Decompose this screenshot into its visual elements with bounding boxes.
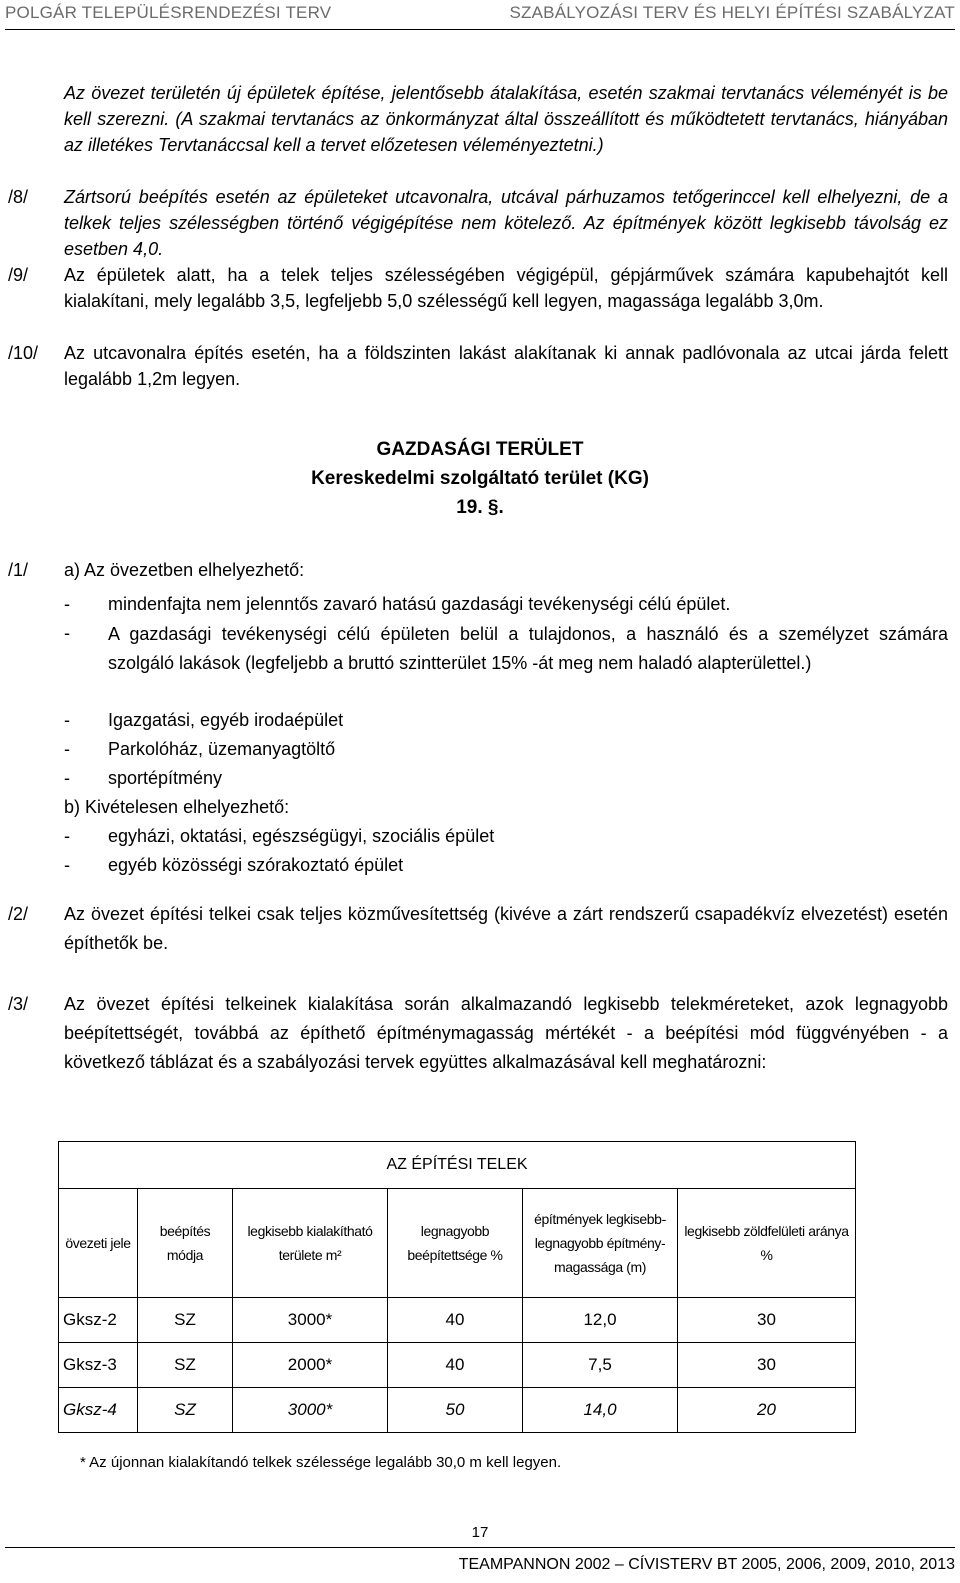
building-plot-table xyxy=(58,1141,856,1433)
table-cell: 40 xyxy=(388,1343,523,1388)
item-9-number: /9/ xyxy=(8,265,29,285)
table-cell: Gksz-4 xyxy=(59,1388,138,1433)
table-cell: 7,5 xyxy=(523,1343,678,1388)
list-dash: - xyxy=(64,739,70,759)
table-cell: 2000* xyxy=(233,1343,388,1388)
table-row xyxy=(59,1298,856,1343)
header-left-title: POLGÁR TELEPÜLÉSRENDEZÉSI TERV xyxy=(5,3,332,22)
item-8-text: Zártsorú beépítés esetén az épületeket utcavonalra, utcával párhuzamos tetőgerinccel kell elhelyezni, de a telkek teljes szélességben történő végigépítése nem kötelező. Az építmények között legkisebb távolság ez esetben 4,0. xyxy=(64,187,948,259)
list-dash: - xyxy=(64,826,70,846)
column-header: legkisebb kialakítható területe m² xyxy=(233,1189,388,1298)
list-dash: - xyxy=(64,768,70,788)
list-item: Igazgatási, egyéb irodaépület xyxy=(108,710,344,730)
footer-text: TEAMPANNON 2002 – CÍVISTERV BT 2005, 2006, 2009, 2010, 2013 xyxy=(458,1556,955,1573)
p1-number: /1/ xyxy=(8,560,29,580)
list-dash: - xyxy=(64,623,70,643)
table-cell: Gksz-2 xyxy=(59,1298,138,1343)
list-dash: - xyxy=(64,710,70,730)
item-10-text: Az utcavonalra építés esetén, ha a földszinten lakást alakítanak ki annak padlóvonala az utcai járda felett legalább 1,2m legyen. xyxy=(64,343,948,389)
table-cell: 40 xyxy=(388,1298,523,1343)
header-right-title: SZABÁLYOZÁSI TERV ÉS HELYI ÉPÍTÉSI SZABÁLYZAT xyxy=(509,3,955,22)
list-item: A gazdasági tevékenységi célú épületen belül a tulajdonos, a használó és a személyzet számára szolgáló lakások (legfeljebb a bruttó szintterület 15% -át meg nem haladó alapterülettel.) xyxy=(108,624,948,673)
intro-paragraph: Az övezet területén új épületek építése, jelentősebb átalakítása, esetén szakmai tervtanács véleményét is be kell szerezni. (A szakmai tervtanács az önkormányzat által összeállított és működtetett tervtanács, hiányában az illetékes Tervtanáccsal kell a tervet előzetesen véleményeztetni.) xyxy=(64,83,948,155)
list-item: Parkolóház, üzemanyagtöltő xyxy=(108,739,336,759)
p3-number: /3/ xyxy=(8,994,29,1014)
item-9-text: Az épületek alatt, ha a telek teljes szélességében végigépül, gépjárművek számára kapubehajtót kell kialakítani, mely legalább 3,5, legfeljebb 5,0 szélességű kell legyen, magassága legalább 3,0m. xyxy=(64,265,948,311)
section-title: GAZDASÁGI TERÜLET xyxy=(376,439,584,460)
p2-number: /2/ xyxy=(8,904,29,924)
table-cell: 3000* xyxy=(233,1298,388,1343)
list-dash: - xyxy=(64,855,70,875)
table-footnote xyxy=(80,1454,561,1471)
table-cell: SZ xyxy=(138,1298,233,1343)
footnote-text: * Az újonnan kialakítandó telkek szélessége legalább 30,0 m kell legyen. xyxy=(80,1454,562,1471)
table-cell: 20 xyxy=(678,1388,856,1433)
table-cell: SZ xyxy=(138,1343,233,1388)
p2-text: Az övezet építési telkei csak teljes közművesítettség (kivéve a zárt rendszerű csapadékvíz elvezetést) esetén építhetők be. xyxy=(64,904,948,953)
page-number: 17 xyxy=(471,1524,489,1541)
item-10-number: /10/ xyxy=(8,343,39,363)
table-cell: SZ xyxy=(138,1388,233,1433)
column-header: övezeti jele xyxy=(59,1189,138,1298)
table-cell: 3000* xyxy=(233,1388,388,1433)
table-cell: 14,0 xyxy=(523,1388,678,1433)
p1-a-label: a) Az övezetben elhelyezhető: xyxy=(64,560,305,580)
item-8-number: /8/ xyxy=(8,187,29,207)
p1-b-label: b) Kivételesen elhelyezhető: xyxy=(64,797,290,817)
table-row xyxy=(59,1343,856,1388)
column-header: beépítés módja xyxy=(138,1189,233,1298)
table-cell: 30 xyxy=(678,1298,856,1343)
table-cell: 30 xyxy=(678,1343,856,1388)
list-item: sportépítmény xyxy=(108,768,223,788)
page-header xyxy=(5,3,955,30)
table-cell: Gksz-3 xyxy=(59,1343,138,1388)
table-row xyxy=(59,1388,856,1433)
list-item: mindenfajta nem jelenntős zavaró hatású gazdasági tevékenységi célú épület. xyxy=(108,594,731,614)
column-header: legnagyobb beépítettsége % xyxy=(388,1189,523,1298)
table-cell: 50 xyxy=(388,1388,523,1433)
list-item: egyéb közösségi szórakoztató épület xyxy=(108,855,404,875)
section-subtitle: Kereskedelmi szolgáltató terület (KG) xyxy=(311,468,649,489)
page-footer xyxy=(5,1547,955,1582)
table-cell: 12,0 xyxy=(523,1298,678,1343)
list-dash: - xyxy=(64,594,70,614)
table-title: AZ ÉPÍTÉSI TELEK xyxy=(59,1142,856,1189)
p3-text: Az övezet építési telkeinek kialakítása során alkalmazandó legkisebb telekméreteket, azok legnagyobb beépítettségét, továbbá az építhető építménymagasság mértékét - a beépítési mód függvényében - a következő táblázat és a szabályozási tervek együttes alkalmazásával kell meghatározni: xyxy=(64,994,948,1072)
column-header: építmények legkisebb-legnagyobb építmény-magassága (m) xyxy=(523,1189,678,1298)
section-number: 19. §. xyxy=(456,497,504,518)
list-item: egyházi, oktatási, egészségügyi, szociális épület xyxy=(108,826,495,846)
column-header: legkisebb zöldfelületi aránya % xyxy=(678,1189,856,1298)
